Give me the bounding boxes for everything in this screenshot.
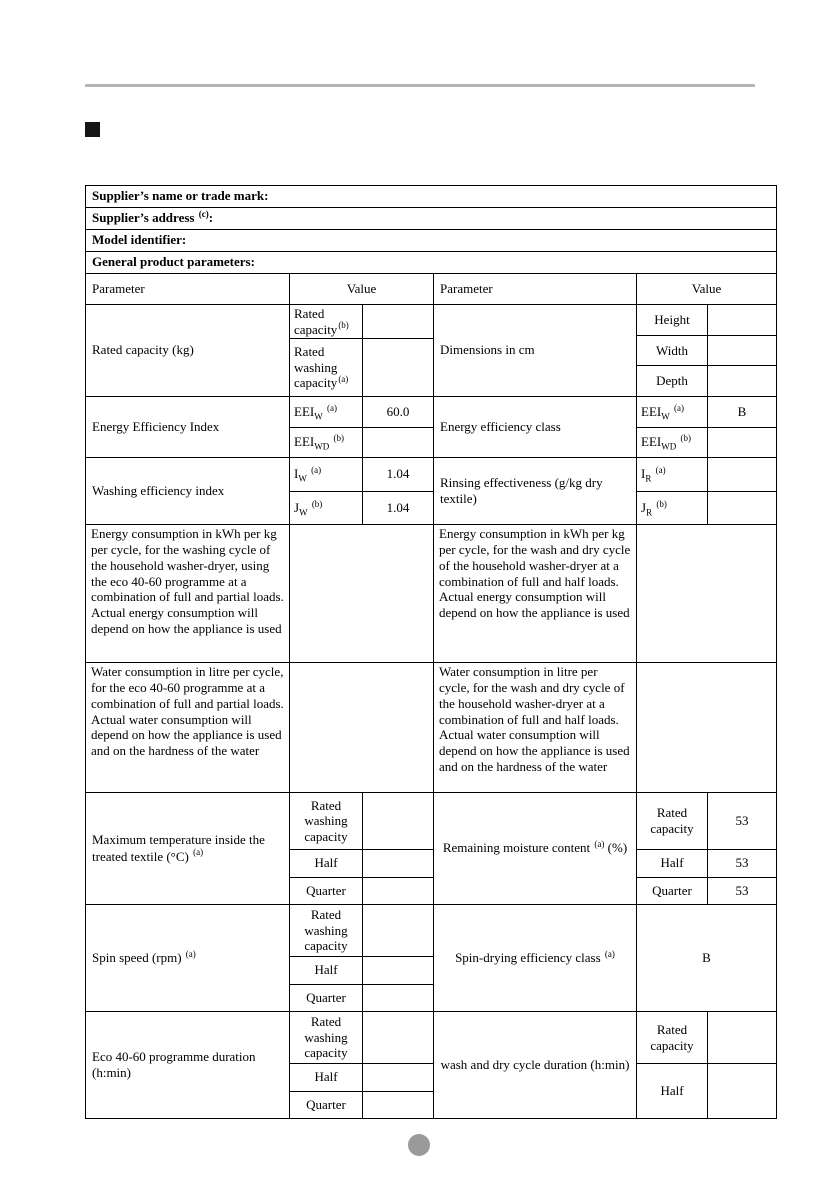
value-temp-rated bbox=[362, 793, 433, 849]
param-water-consumption-wash: Water consumption in litre per cycle, for the eco 40-60 programme at a combination of full and partial loads. Actual water consumption will depend on how the appliance is used and on the hardness of the water bbox=[91, 664, 284, 759]
label-depth: Depth bbox=[656, 373, 688, 389]
washdry-duration-values bbox=[636, 1012, 776, 1118]
sub-row-temp-quarter bbox=[290, 877, 433, 905]
general-parameters-row bbox=[86, 252, 776, 274]
label-washdry-rated: Rated capacity bbox=[650, 1021, 694, 1053]
sub-row-moisture-quarter bbox=[637, 877, 776, 905]
label-rated-capacity-b: Rated capacity$^{(b)}$ bbox=[294, 305, 349, 337]
row-max-temperature bbox=[86, 793, 776, 905]
washing-index-values bbox=[289, 458, 433, 524]
row-rated-capacity bbox=[86, 305, 776, 397]
top-divider-rule bbox=[85, 84, 755, 87]
sub-row-eei-class-wd bbox=[637, 427, 776, 458]
param-remaining-moisture: Remaining moisture content $^{(a)}$ (%) bbox=[433, 793, 636, 904]
value-jr bbox=[707, 492, 776, 525]
label-eei-w: $EEI_W$ $^{(a)}$ bbox=[294, 402, 337, 422]
value-spin-rated bbox=[362, 905, 433, 956]
footnote-ref-a: (a) bbox=[185, 948, 196, 959]
param-rinsing-effectiveness: Rinsing effectiveness (g/kg dry textile) bbox=[433, 458, 636, 524]
sub-row-width bbox=[637, 335, 776, 366]
supplier-name-label: Supplier’s name or trade mark: bbox=[92, 188, 269, 204]
sub-row-rated-washing-capacity bbox=[290, 338, 433, 396]
value-temp-quarter bbox=[362, 878, 433, 905]
label-height: Height bbox=[654, 312, 690, 328]
value-washdry-half bbox=[707, 1064, 776, 1118]
rated-capacity-values bbox=[289, 305, 433, 396]
supplier-address-row bbox=[86, 208, 776, 230]
footnote-ref-a: (a) bbox=[594, 839, 605, 850]
label-width: Width bbox=[656, 342, 688, 358]
footnote-ref-a: (a) bbox=[193, 847, 204, 858]
model-identifier-label: Model identifier: bbox=[92, 232, 187, 248]
label-spin-quarter: Quarter bbox=[306, 989, 346, 1005]
param-rated-capacity: Rated capacity (kg) bbox=[92, 342, 194, 358]
value-depth bbox=[707, 366, 776, 396]
param-max-temperature: Maximum temperature inside the treated textile (°C) $^{(a)}$ bbox=[92, 832, 265, 864]
value-moisture-quarter: 53 bbox=[707, 878, 776, 905]
param-energy-efficiency-index: Energy Efficiency Index bbox=[92, 418, 220, 434]
model-identifier-row bbox=[86, 230, 776, 252]
value-iw: 1.04 bbox=[362, 458, 433, 491]
supplier-name-row bbox=[86, 186, 776, 208]
row-eco-duration bbox=[86, 1012, 776, 1118]
sub-row-eei-class-w bbox=[637, 397, 776, 427]
column-header-value-left: Value bbox=[289, 274, 433, 304]
label-rated-washing-capacity: Rated washing capacity$^{(a)}$ bbox=[294, 344, 349, 391]
sub-row-eco-rated bbox=[290, 1012, 433, 1063]
sub-row-temp-rated bbox=[290, 793, 433, 849]
product-information-table bbox=[85, 185, 777, 1119]
row-energy-consumption bbox=[86, 525, 776, 663]
value-water-consumption-wash bbox=[289, 663, 433, 792]
value-spin-quarter bbox=[362, 985, 433, 1012]
column-header-row bbox=[86, 274, 776, 305]
value-spin-half bbox=[362, 957, 433, 984]
row-energy-efficiency-index bbox=[86, 397, 776, 458]
value-ir bbox=[707, 458, 776, 491]
row-washing-efficiency-index bbox=[86, 458, 776, 525]
column-header-parameter-right: Parameter bbox=[433, 274, 636, 304]
value-eco-rated bbox=[362, 1012, 433, 1063]
sub-row-temp-half bbox=[290, 849, 433, 877]
general-parameters-label: General product parameters: bbox=[92, 254, 255, 270]
label-spin-half: Half bbox=[314, 962, 338, 978]
row-water-consumption bbox=[86, 663, 776, 793]
label-eco-rated: Rated washing capacity bbox=[304, 1014, 348, 1061]
param-water-consumption-washdry: Water consumption in litre per cycle, for the wash and dry cycle of the household washer-dryer at a combination of full and half loads. Actual water consumption will depend on how the appliance is used and on the hardness of the water bbox=[433, 663, 636, 792]
label-eei-class-w: $EEI_W$ $^{(a)}$ bbox=[641, 402, 684, 422]
sub-row-ir bbox=[637, 458, 776, 491]
value-jw: 1.04 bbox=[362, 492, 433, 525]
label-jw: $J_W$ $^{(b)}$ bbox=[294, 498, 323, 518]
value-height bbox=[707, 305, 776, 335]
label-moisture-half: Half bbox=[660, 855, 684, 871]
label-moisture-rated: Rated capacity bbox=[650, 805, 694, 836]
label-eco-quarter: Quarter bbox=[306, 1096, 346, 1112]
column-header-value-right: Value bbox=[636, 274, 776, 304]
label-temp-quarter: Quarter bbox=[306, 882, 346, 898]
sub-row-moisture-rated bbox=[637, 793, 776, 849]
value-eco-half bbox=[362, 1064, 433, 1091]
value-energy-consumption-wash bbox=[289, 525, 433, 662]
sub-row-spin-quarter bbox=[290, 984, 433, 1012]
param-washdry-duration: wash and dry cycle duration (h:min) bbox=[433, 1012, 636, 1118]
eei-class-values bbox=[636, 397, 776, 457]
sub-row-rated-capacity-b bbox=[290, 305, 433, 338]
param-energy-consumption-washdry: Energy consumption in kWh per kg per cycle, for the wash and dry cycle of the household washer-dryer at a combination of full and half loads. Actual energy consumption will depend on how the appliance is used bbox=[433, 525, 636, 662]
row-spin-speed bbox=[86, 905, 776, 1012]
param-energy-consumption-wash: Energy consumption in kWh per kg per cycle, for the washing cycle of the household washer-dryer, using the eco 40-60 programme at a combination of full and partial loads. Actual energy consumption will depend on how the appliance is used bbox=[91, 526, 284, 637]
sub-row-depth bbox=[637, 365, 776, 396]
sub-row-eei-wd bbox=[290, 427, 433, 458]
value-temp-half bbox=[362, 850, 433, 877]
label-eei-class-wd: $EEI_{WD}$ $^{(b)}$ bbox=[641, 433, 691, 453]
dimensions-values bbox=[636, 305, 776, 396]
column-header-parameter-left: Parameter bbox=[92, 280, 145, 296]
sub-row-iw bbox=[290, 458, 433, 491]
param-dimensions: Dimensions in cm bbox=[433, 305, 636, 396]
label-iw: $I_W$ $^{(a)}$ bbox=[294, 465, 322, 485]
value-water-consumption-washdry bbox=[636, 663, 776, 792]
value-width bbox=[707, 336, 776, 366]
value-eei-wd bbox=[362, 428, 433, 458]
eco-duration-values bbox=[289, 1012, 433, 1118]
sub-row-spin-rated bbox=[290, 905, 433, 956]
eei-values bbox=[289, 397, 433, 457]
sub-row-eco-quarter bbox=[290, 1091, 433, 1119]
sub-row-jw bbox=[290, 491, 433, 525]
footnote-ref-b: (b) bbox=[338, 320, 349, 331]
value-eei-w: 60.0 bbox=[362, 397, 433, 427]
section-marker-square bbox=[85, 122, 100, 137]
param-spin-speed: Spin speed (rpm) $^{(a)}$ bbox=[92, 948, 196, 965]
value-eei-class-wd bbox=[707, 428, 776, 458]
label-eei-wd: $EEI_{WD}$ $^{(b)}$ bbox=[294, 433, 344, 453]
value-energy-consumption-washdry bbox=[636, 525, 776, 662]
max-temperature-values bbox=[289, 793, 433, 904]
spin-speed-values bbox=[289, 905, 433, 1011]
label-temp-rated: Rated washing capacity bbox=[304, 797, 348, 844]
rinsing-values bbox=[636, 458, 776, 524]
label-ir: $I_R$ $^{(a)}$ bbox=[641, 465, 666, 485]
param-washing-efficiency-index: Washing efficiency index bbox=[92, 482, 225, 498]
footnote-ref-a: (a) bbox=[604, 948, 615, 959]
value-eco-quarter bbox=[362, 1092, 433, 1119]
sub-row-height bbox=[637, 305, 776, 335]
param-energy-efficiency-class: Energy efficiency class bbox=[433, 397, 636, 457]
param-spin-drying-class: Spin-drying efficiency class $^{(a)}$ bbox=[433, 905, 636, 1011]
sub-row-spin-half bbox=[290, 956, 433, 984]
value-moisture-half: 53 bbox=[707, 850, 776, 877]
value-rated-capacity-b bbox=[362, 305, 433, 338]
sub-row-moisture-half bbox=[637, 849, 776, 877]
sub-row-washdry-rated bbox=[637, 1012, 776, 1063]
value-eei-class-w: B bbox=[707, 397, 776, 427]
sub-row-eei-w bbox=[290, 397, 433, 427]
moisture-values bbox=[636, 793, 776, 904]
value-rated-washing-capacity bbox=[362, 339, 433, 396]
label-temp-half: Half bbox=[314, 855, 338, 871]
label-washdry-half: Half bbox=[660, 1083, 684, 1099]
supplier-address-label: Supplier’s address $^{(c)}$: bbox=[92, 209, 214, 226]
value-moisture-rated: 53 bbox=[707, 793, 776, 849]
sub-row-eco-half bbox=[290, 1063, 433, 1091]
sub-row-jr bbox=[637, 491, 776, 525]
footnote-ref-a: (a) bbox=[338, 373, 349, 384]
label-eco-half: Half bbox=[314, 1069, 338, 1085]
value-spin-drying-class: B bbox=[636, 905, 776, 1011]
param-eco-duration: Eco 40-60 programme duration (h:min) bbox=[92, 1048, 256, 1080]
label-moisture-quarter: Quarter bbox=[652, 882, 692, 898]
value-washdry-rated bbox=[707, 1012, 776, 1063]
label-spin-rated: Rated washing capacity bbox=[304, 907, 348, 954]
label-jr: $J_R$ $^{(b)}$ bbox=[641, 498, 667, 518]
sub-row-washdry-half bbox=[637, 1063, 776, 1118]
page-number-dot bbox=[408, 1134, 430, 1156]
footnote-ref-c: (c) bbox=[198, 209, 209, 220]
